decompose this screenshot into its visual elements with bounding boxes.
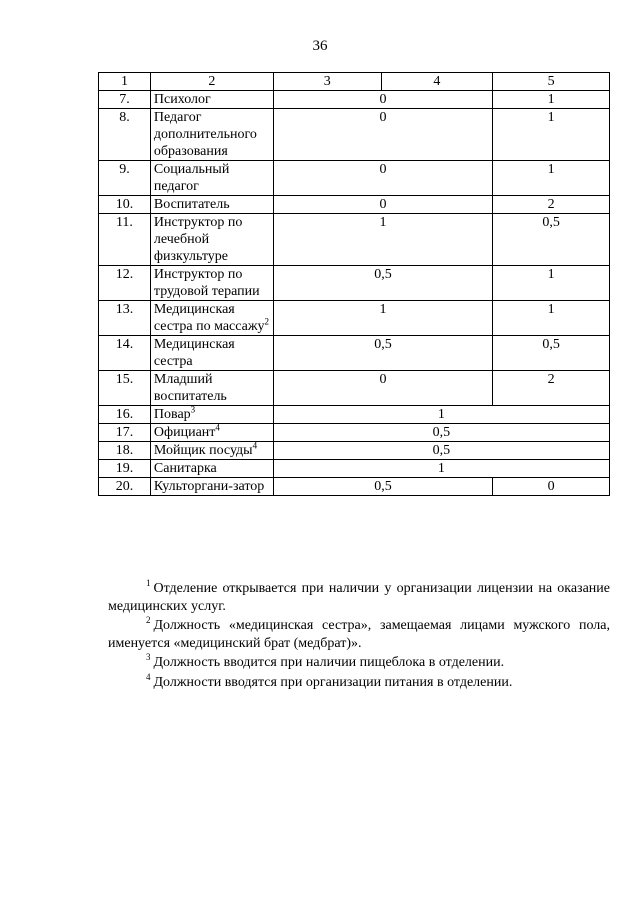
value-cell-3-4: 1 <box>273 214 492 266</box>
value-cell-5: 1 <box>493 161 610 196</box>
value-cell-3-4: 0 <box>273 196 492 214</box>
footnote-text: Отделение открывается при наличии у организации лицензии на оказание медицинских услуг. <box>108 581 610 614</box>
row-number-cell: 11. <box>99 214 151 266</box>
footnote <box>108 617 610 652</box>
header-cell: 2 <box>150 73 273 91</box>
row-number-cell: 16. <box>99 406 151 424</box>
value-cell-3-4: 0 <box>273 161 492 196</box>
footnote-text: Должность вводится при наличии пищеблока в отделении. <box>153 655 505 670</box>
table-row <box>99 460 610 478</box>
row-number-cell: 19. <box>99 460 151 478</box>
table-row <box>99 371 610 406</box>
row-number-cell: 15. <box>99 371 151 406</box>
table-row <box>99 301 610 336</box>
footnote <box>108 654 610 672</box>
row-number-cell: 12. <box>99 266 151 301</box>
row-number-cell: 9. <box>99 161 151 196</box>
footnotes <box>108 580 610 693</box>
position-name-cell <box>150 371 273 406</box>
position-name-cell <box>150 214 273 266</box>
footnote-mark: 4 <box>146 671 151 682</box>
position-name: Младший воспитатель <box>153 372 227 404</box>
table-row <box>99 478 610 496</box>
value-cell-5: 0,5 <box>493 214 610 266</box>
position-name: Педагог дополнительного образования <box>153 110 257 159</box>
position-name-cell <box>150 301 273 336</box>
value-cell-3-4: 0,5 <box>273 266 492 301</box>
footnote-mark: 3 <box>146 652 151 663</box>
footnote <box>108 580 610 615</box>
table-body <box>99 91 610 496</box>
merged-value-cell: 1 <box>273 406 609 424</box>
footnote-mark: 1 <box>146 578 151 589</box>
row-number-cell: 18. <box>99 442 151 460</box>
value-cell-3-4: 1 <box>273 301 492 336</box>
merged-value-cell: 0,5 <box>273 424 609 442</box>
value-cell-3-4: 0,5 <box>273 478 492 496</box>
value-cell-3-4: 0 <box>273 109 492 161</box>
table-row <box>99 442 610 460</box>
position-name: Санитарка <box>153 461 217 476</box>
position-name: Повар <box>153 407 191 422</box>
table-header-row <box>99 73 610 91</box>
position-name-cell <box>150 336 273 371</box>
table-row <box>99 109 610 161</box>
row-number-cell: 13. <box>99 301 151 336</box>
position-name: Воспитатель <box>153 197 230 212</box>
table-row <box>99 196 610 214</box>
footnote-reference: 4 <box>252 440 258 451</box>
value-cell-3-4: 0,5 <box>273 336 492 371</box>
row-number-cell: 10. <box>99 196 151 214</box>
table-row <box>99 336 610 371</box>
position-name: Медицинская сестра по массажу <box>153 302 265 334</box>
position-name: Инструктор по лечебной физкультуре <box>153 215 243 264</box>
footnote-reference: 3 <box>190 404 196 415</box>
position-name-cell <box>150 442 273 460</box>
header-cell: 1 <box>99 73 151 91</box>
row-number-cell: 17. <box>99 424 151 442</box>
staffing-table <box>98 72 610 496</box>
value-cell-5: 1 <box>493 266 610 301</box>
position-name-cell <box>150 91 273 109</box>
value-cell-5: 1 <box>493 301 610 336</box>
value-cell-5: 0 <box>493 478 610 496</box>
position-name-cell <box>150 460 273 478</box>
footnote <box>108 671 610 692</box>
footnote-text: Должность «медицинская сестра», замещаемая лицами мужского пола, именуется «медицинский брат (медбрат)». <box>108 618 610 651</box>
value-cell-5: 1 <box>493 91 610 109</box>
position-name-cell <box>150 406 273 424</box>
position-name-cell <box>150 161 273 196</box>
row-number-cell: 20. <box>99 478 151 496</box>
row-number-cell: 8. <box>99 109 151 161</box>
page-number: 36 <box>312 38 328 54</box>
row-number-cell: 14. <box>99 336 151 371</box>
position-name-cell <box>150 109 273 161</box>
merged-value-cell: 0,5 <box>273 442 609 460</box>
value-cell-3-4: 0 <box>273 371 492 406</box>
position-name-cell <box>150 266 273 301</box>
header-cell: 5 <box>493 73 610 91</box>
position-name: Инструктор по трудовой терапии <box>153 267 260 299</box>
footnote-reference: 4 <box>215 422 220 433</box>
header-cell: 3 <box>273 73 381 91</box>
value-cell-3-4: 0 <box>273 91 492 109</box>
footnote-reference: 2 <box>264 316 270 327</box>
position-name: Мойщик посуды <box>153 443 253 458</box>
position-name: Медицинская сестра <box>153 337 235 369</box>
table-row <box>99 266 610 301</box>
header-cell: 4 <box>381 73 493 91</box>
value-cell-5: 0,5 <box>493 336 610 371</box>
table-row <box>99 424 610 442</box>
table-row <box>99 161 610 196</box>
value-cell-5: 1 <box>493 109 610 161</box>
position-name: Культоргани-затор <box>153 479 265 494</box>
merged-value-cell: 1 <box>273 460 609 478</box>
table-row <box>99 406 610 424</box>
value-cell-5: 2 <box>493 371 610 406</box>
table-row <box>99 91 610 109</box>
position-name: Психолог <box>153 92 211 107</box>
footnote-text: Должности вводятся при организации питания в отделении. <box>153 674 513 690</box>
position-name: Официант <box>153 425 216 440</box>
value-cell-5: 2 <box>493 196 610 214</box>
table-row <box>99 214 610 266</box>
position-name-cell <box>150 424 273 442</box>
footnote-mark: 2 <box>146 615 151 626</box>
position-name-cell <box>150 196 273 214</box>
position-name: Социальный педагог <box>153 162 230 194</box>
position-name-cell <box>150 478 273 496</box>
row-number-cell: 7. <box>99 91 151 109</box>
